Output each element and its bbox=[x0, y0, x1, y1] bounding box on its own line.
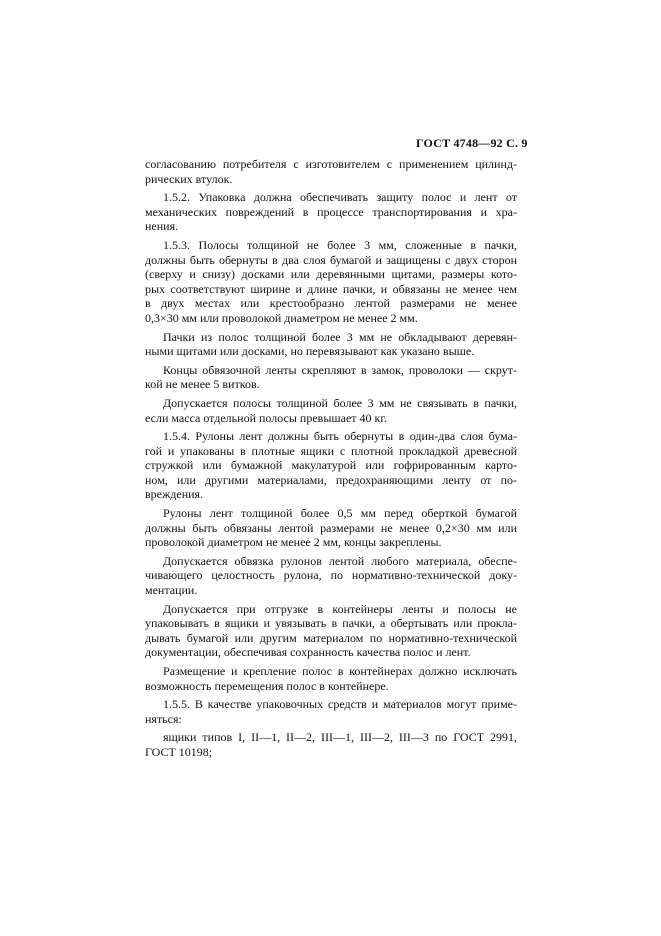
text-line: Концы обвязочной ленты скрепляют в замок, проволоки — скрут- bbox=[163, 362, 517, 377]
text-line: Размещение и крепление полос в контейнерах должно исключать bbox=[163, 664, 517, 678]
text-line: 1.5.3. Полосы толщиной не более 3 мм, сложенные в пачки, bbox=[163, 237, 517, 252]
text-line: Пачки из полос толщиной более 3 мм не обкладывают деревян- bbox=[163, 329, 517, 344]
text-line: механических повреждений в процессе транспортирования и хра- bbox=[145, 204, 517, 219]
text-line: 1.5.2. Упаковка должна обеспечивать защиту полос и лент от bbox=[163, 190, 517, 205]
paragraph-thick-strips bbox=[145, 330, 517, 359]
paragraph-container-shipping bbox=[145, 602, 517, 660]
paragraph-1-5-4 bbox=[145, 429, 517, 502]
text-line: если масса отдельной полосы превышает 40 кг. bbox=[145, 410, 387, 425]
text-line: рических втулок. bbox=[145, 171, 233, 186]
paragraph-1-5-2 bbox=[145, 190, 517, 234]
paragraph-strap-ends bbox=[145, 363, 517, 392]
text-line: должны быть обернуты в два слоя бумагой и защищены с двух сторон bbox=[145, 252, 517, 267]
paragraph-1-5-3 bbox=[145, 238, 517, 326]
text-line: ном, или другими материалами, предохраняющими ленту от по- bbox=[145, 472, 517, 487]
text-line: ГОСТ 10198; bbox=[145, 744, 213, 759]
text-line: няться: bbox=[145, 711, 182, 726]
text-line: проволокой диаметром не менее 2 мм, концы закреплены. bbox=[145, 535, 442, 550]
text-line: дывать бумагой или другим материалом по нормативно-технической bbox=[145, 630, 517, 645]
paragraph-container-placement bbox=[145, 664, 517, 693]
paragraph-1-5-5 bbox=[145, 697, 517, 726]
paragraph-mass-exception bbox=[145, 396, 517, 425]
text-line: документации, обеспечивая сохранность качества полос и лент. bbox=[145, 645, 471, 660]
text-line: ментации. bbox=[145, 583, 198, 598]
text-line: нения. bbox=[145, 219, 179, 234]
document-body bbox=[145, 157, 517, 760]
paragraph-box-types bbox=[145, 730, 517, 759]
text-line: ными щитами или досками, но перевязывают как указано выше. bbox=[145, 344, 475, 359]
text-line: в двух местах или крестообразно лентой размерами не менее bbox=[145, 296, 517, 311]
text-line: 1.5.5. В качестве упаковочных средств и материалов могут приме- bbox=[163, 697, 517, 712]
text-line: возможность перемещения полос в контейнере. bbox=[145, 678, 389, 693]
text-line: 0,3×30 мм или проволокой диаметром не менее 2 мм. bbox=[145, 310, 418, 325]
paragraph-roll-thickness bbox=[145, 506, 517, 550]
text-line: гой и упакованы в плотные ящики с плотной прокладкой древесной bbox=[145, 443, 517, 458]
text-line: рых соответствуют ширине и длине пачки, и обвязаны не менее чем bbox=[145, 281, 517, 296]
text-line: чивающего целостность рулона, по нормативно-технической доку- bbox=[145, 568, 517, 583]
text-line: Допускается обвязка рулонов лентой любого материала, обеспе- bbox=[163, 553, 517, 568]
text-line: 1.5.4. Рулоны лент должны быть обернуты в один-два слоя бума- bbox=[163, 429, 517, 444]
text-line: кой не менее 5 витков. bbox=[145, 377, 260, 392]
text-line: Рулоны лент толщиной более 0,5 мм перед оберткой бумагой bbox=[163, 506, 517, 521]
text-line: согласованию потребителя с изготовителем с применением цилинд- bbox=[145, 157, 517, 171]
paragraph-continuation bbox=[145, 157, 517, 186]
text-line: Допускается при отгрузке в контейнеры ленты и полосы не bbox=[163, 601, 517, 616]
paragraph-roll-strapping bbox=[145, 554, 517, 598]
page-running-head: ГОСТ 4748—92 С. 9 bbox=[416, 136, 528, 150]
text-line: Допускается полосы толщиной более 3 мм не связывать в пачки, bbox=[163, 395, 517, 410]
text-line: стружкой или бумажной макулатурой или гофрированным карто- bbox=[145, 458, 517, 473]
text-line: (сверху и снизу) досками или деревянными щитами, размеры кото- bbox=[145, 267, 517, 282]
text-line: ящики типов I, II—1, II—2, III—1, III—2, III—3 по ГОСТ 2991, bbox=[163, 730, 517, 745]
text-line: должны быть обвязаны лентой размерами не менее 0,2×30 мм или bbox=[145, 520, 517, 535]
text-line: упаковывать в ящики и увязывать в пачки, а обертывать или прокла- bbox=[145, 616, 517, 631]
text-line: вреждения. bbox=[145, 487, 204, 502]
